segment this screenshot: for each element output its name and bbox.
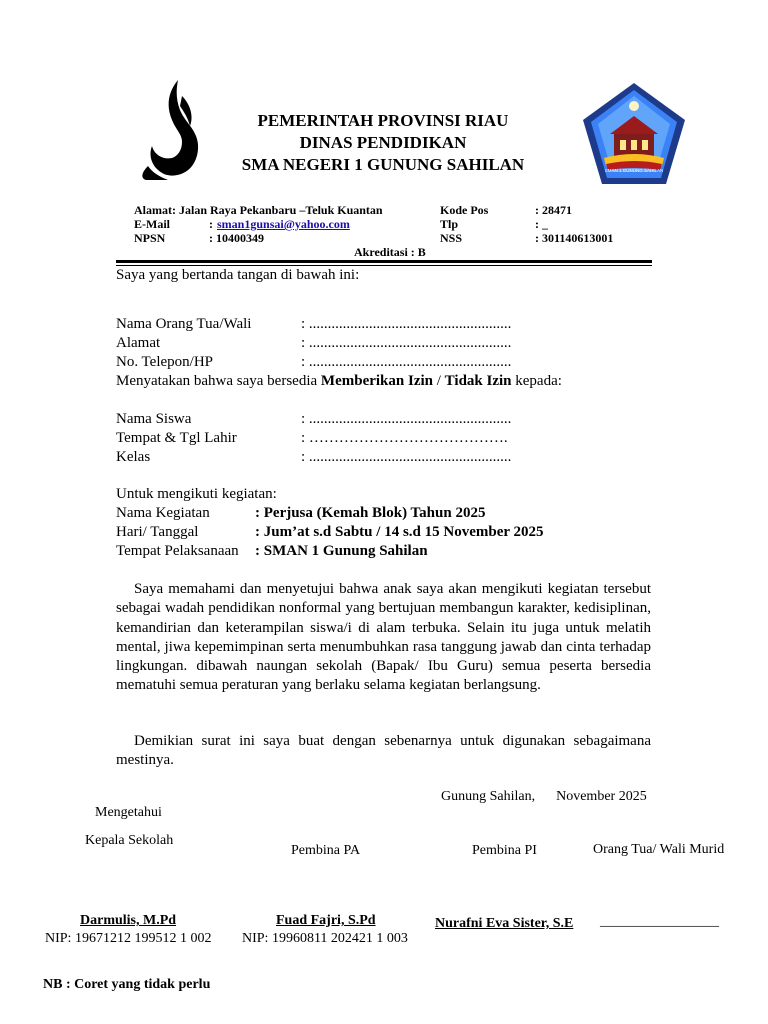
school-logo <box>580 80 688 188</box>
field-value: : …………………………………. <box>301 430 508 446</box>
statement-izin: Memberikan Izin <box>320 373 433 389</box>
pembina-pa-name: Fuad Fajri, S.Pd <box>276 913 376 928</box>
tlp-label: Tlp <box>440 217 459 231</box>
pembina-pa-nip: NIP: 19960811 202421 1 003 <box>242 931 408 946</box>
activity-intro: Untuk mengikuti kegiatan: <box>116 486 277 502</box>
field-label: No. Telepon/HP <box>116 354 214 370</box>
ortu-title: Orang Tua/ Wali Murid <box>593 842 725 857</box>
field-label: Alamat <box>116 335 161 351</box>
nss-label: NSS <box>440 231 463 245</box>
kodepos-label: Kode Pos <box>440 203 489 217</box>
email-link[interactable]: sman1gunsai@yahoo.com <box>217 217 350 231</box>
npsn-label: NPSN <box>134 231 166 245</box>
email-colon: : <box>209 217 213 231</box>
kepala-name: Darmulis, M.Pd <box>80 913 177 928</box>
activity-value: : Perjusa (Kemah Blok) Tahun 2025 <box>255 505 486 521</box>
field-value: : ...................................................... <box>301 335 512 351</box>
header-rule-thick <box>116 260 652 263</box>
activity-label: Tempat Pelaksanaan <box>116 543 239 559</box>
npsn-value: : 10400349 <box>209 231 264 245</box>
field-label: Kelas <box>116 449 151 465</box>
statement-tidak-izin: Tidak Izin <box>444 373 512 389</box>
pembina-pi-title: Pembina PI <box>472 843 537 858</box>
pembina-pa-title: Pembina PA <box>291 843 361 858</box>
gov-title: PEMERINTAH PROVINSI RIAU <box>257 111 509 130</box>
field-label: Nama Siswa <box>116 411 192 427</box>
dept-title: DINAS PENDIDIKAN <box>299 133 467 152</box>
intro-text: Saya yang bertanda tangan di bawah ini: <box>116 267 360 283</box>
consent-paragraph: Saya memahami dan menyetujui bahwa anak saya akan mengikuti kegiatan tersebut sebagai wadah pendidikan nonformal yang bertujuan membangun karakter, kedisiplinan, kemandirian dan keterampilan siswa/i di alam terbuka. Selain itu juga untuk melatih mental, jiwa kepemimpinan serta menumbuhkan rasa tanggung jawab dan cinta terhadap lingkungan. dibawah naungan sekolah (Bapak/ Ibu Guru) semua peserta bersedia mematuhi semua peraturan yang berlaku selama kegiatan berlangsung. <box>116 581 651 694</box>
activity-label: Nama Kegiatan <box>116 505 210 521</box>
field-label: Tempat & Tgl Lahir <box>116 430 237 446</box>
field-value: : ...................................................... <box>301 354 512 370</box>
address: Alamat: Jalan Raya Pekanbaru –Teluk Kuantan <box>134 203 383 217</box>
statement-slash: / <box>433 373 445 389</box>
note: NB : Coret yang tidak perlu <box>43 977 211 992</box>
statement-pre: Menyatakan bahwa saya bersedia <box>116 373 321 389</box>
activity-value: : Jum’at s.d Sabtu / 14 s.d 15 November 2025 <box>255 524 544 540</box>
ortu-signature-line: _________________ <box>600 914 719 929</box>
kepala-title: Kepala Sekolah <box>85 833 174 848</box>
kodepos-value: : 28471 <box>535 203 572 217</box>
field-value: : ...................................................... <box>301 411 512 427</box>
field-value: : ...................................................... <box>301 316 512 332</box>
pramuka-logo <box>138 76 206 184</box>
nss-value: : 301140613001 <box>535 231 614 245</box>
akreditasi: Akreditasi : B <box>354 245 426 259</box>
statement <box>116 372 562 391</box>
field-label: Nama Orang Tua/Wali <box>116 316 252 332</box>
tlp-value: : _ <box>535 217 548 231</box>
activity-value: : SMAN 1 Gunung Sahilan <box>255 543 428 559</box>
school-title: SMA NEGERI 1 GUNUNG SAHILAN <box>241 155 525 174</box>
kepala-nip: NIP: 19671212 199512 1 002 <box>45 931 212 946</box>
field-value: : ...................................................... <box>301 449 512 465</box>
statement-post: kepada: <box>511 373 562 389</box>
mengetahui: Mengetahui <box>95 805 162 820</box>
pembina-pi-name: Nurafni Eva Sister, S.E <box>435 916 574 931</box>
school-logo-text: SMAN 1 GUNUNG SAHILAN <box>604 168 664 173</box>
place-date: Gunung Sahilan, November 2025 <box>441 789 647 804</box>
closing-paragraph: Demikian surat ini saya buat dengan sebenarnya untuk digunakan sebagaimana mestinya. <box>116 733 651 769</box>
email-label: E-Mail <box>134 217 170 231</box>
activity-label: Hari/ Tanggal <box>116 524 199 540</box>
